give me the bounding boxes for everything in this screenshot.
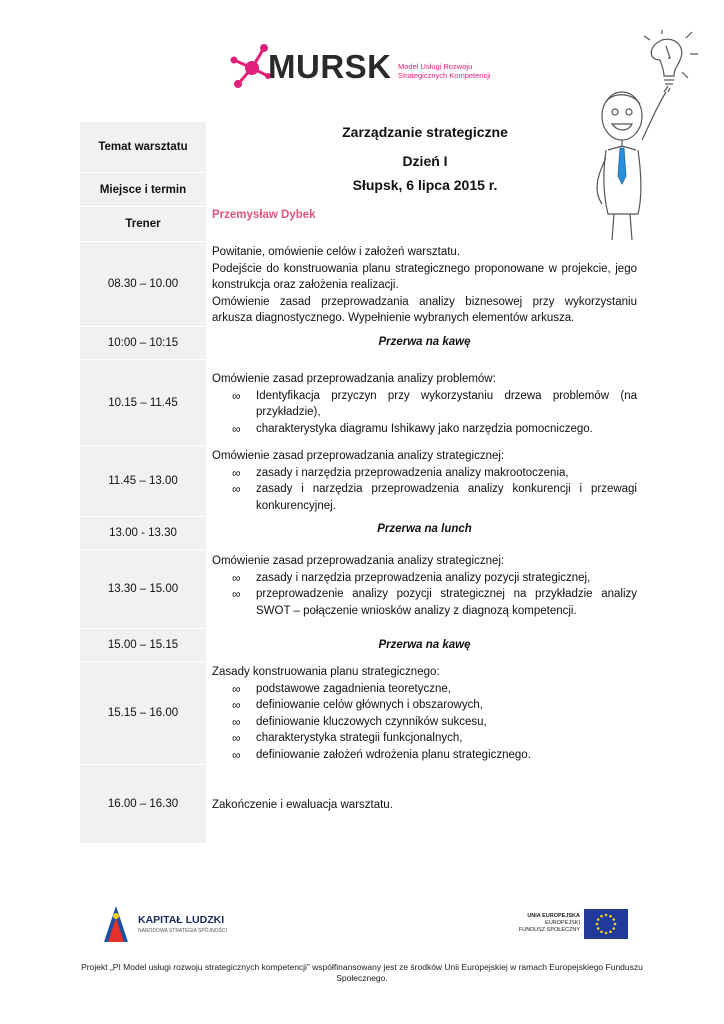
session-3-content: [212, 371, 637, 437]
time-slot-7: 15.00 – 15.15: [80, 629, 206, 661]
label-trainer: Trener: [80, 207, 206, 241]
time-slot-2: 10:00 – 10:15: [80, 327, 206, 359]
kapital-ludzki-logo: [98, 898, 248, 952]
list-item: ∞ podstawowe zagadnienia teoretyczne,: [232, 681, 451, 696]
list-item: ∞ zasady i narzędzia przeprowadzenia analizy makrootoczenia,: [232, 465, 569, 480]
list-item: ∞ charakterystyka strategii funkcjonalnych,: [232, 731, 463, 745]
workshop-place-date: Słupsk, 6 lipca 2015 r.: [352, 177, 498, 193]
infinity-bullet-icon: ∞: [232, 681, 241, 696]
session-9-content: [212, 797, 637, 814]
eu-star-icon: [605, 932, 608, 935]
list-item: ∞ Identyfikacja przyczyn przy wykorzystaniu drzewa problemów (na przykładzie),: [232, 388, 637, 418]
list-item: ∞ definiowanie założeń wdrożenia planu strategicznego.: [232, 747, 531, 762]
eu-star-icon: [597, 927, 600, 930]
session-6-content: [212, 553, 637, 619]
infinity-bullet-icon: ∞: [232, 570, 241, 585]
infinity-bullet-icon: ∞: [232, 698, 241, 712]
time-slot-8: 15.15 – 16.00: [80, 662, 206, 764]
session-1-line-1: Powitanie, omówienie celów i założeń warsztatu.: [212, 246, 461, 258]
session-8-list: [212, 681, 637, 764]
time-slot-6: 13.30 – 15.00: [80, 550, 206, 628]
infinity-bullet-icon: ∞: [232, 714, 241, 729]
logo-wordmark: MURSK: [268, 48, 392, 85]
session-4-content: [212, 448, 637, 514]
eu-star-icon: [609, 915, 612, 918]
list-item: ∞ definiowanie kluczowych czynników sukcesu,: [232, 714, 487, 729]
infinity-bullet-icon: ∞: [232, 731, 241, 745]
eu-star-icon: [596, 923, 599, 926]
session-3-list: [212, 388, 637, 438]
infinity-bullet-icon: ∞: [232, 587, 241, 601]
list-item: ∞ przeprowadzenie analizy pozycji strategicznej na przykładzie analizy SWOT – połączenie wniosków analizy z diagnozą kompetencji.: [232, 587, 637, 617]
infinity-bullet-icon: ∞: [232, 421, 241, 436]
session-3-heading: Omówienie zasad przeprowadzania analizy problemów:: [212, 373, 496, 385]
workshop-day: Dzień I: [402, 153, 448, 169]
eu-star-icon: [600, 930, 603, 933]
workshop-title: Zarządzanie strategiczne: [342, 124, 508, 140]
session-9-text: Zakończenie i ewaluacja warsztatu.: [212, 799, 393, 811]
list-item: ∞ zasady i narzędzia przeprowadzenia analizy konkurencji i przewagi konkurencyjnej.: [232, 482, 637, 512]
session-6-list: [212, 570, 637, 620]
list-item: ∞ zasady i narzędzia przeprowadzenia analizy pozycji strategicznej,: [232, 570, 591, 585]
kapital-ludzki-title: KAPITAŁ LUDZKI: [138, 914, 225, 926]
lunch-break: Przerwa na lunch: [377, 523, 472, 535]
coffee-break-1: Przerwa na kawę: [378, 336, 471, 348]
time-slot-4: 11.45 – 13.00: [80, 446, 206, 516]
session-4-heading: Omówienie zasad przeprowadzania analizy strategicznej:: [212, 450, 505, 462]
session-1-line-3: Omówienie zasad przeprowadzania analizy biznesowej przy wykorzystaniu arkusza diagnostycznego. Wypełnienie wybranych elementów arkusza.: [212, 295, 637, 324]
label-topic: Temat warsztatu: [80, 122, 206, 172]
eu-star-icon: [605, 914, 608, 917]
session-8-heading: Zasady konstruowania planu strategicznego:: [212, 666, 440, 678]
coffee-break-2: Przerwa na kawę: [378, 639, 471, 651]
list-item: ∞ charakterystyka diagramu Ishikawy jako narzędzia pomocniczego.: [232, 421, 593, 436]
eu-text: UNIA EUROPEJSKA EUROPEJSKI FUNDUSZ SPOŁECZNY: [518, 913, 580, 933]
molecule-icon: [228, 40, 272, 92]
session-1-content: [212, 244, 637, 327]
eu-star-icon: [612, 918, 615, 921]
time-slot-5: 13.00 - 13.30: [80, 517, 206, 549]
eu-star-icon: [614, 923, 617, 926]
infinity-bullet-icon: ∞: [232, 482, 241, 496]
kapital-ludzki-emblem-icon: [98, 904, 132, 944]
infinity-bullet-icon: ∞: [232, 465, 241, 480]
logo-subtitle: Model Usługi Rozwoju Strategicznych Kompetencji: [398, 62, 491, 80]
eu-star-icon: [600, 915, 603, 918]
eu-star-icon: [612, 927, 615, 930]
trainer-name: Przemysław Dybek: [212, 209, 316, 221]
infinity-bullet-icon: ∞: [232, 388, 241, 403]
session-4-list: [212, 465, 637, 515]
session-6-heading: Omówienie zasad przeprowadzania analizy strategicznej:: [212, 555, 505, 567]
footer-funding-note: Projekt „PI Model usługi rozwoju strategicznych kompetencji” współfinansowany jest ze środków Unii Europejskiej w ramach Europejskiego Funduszu Społecznego.: [81, 962, 643, 983]
time-slot-1: 08.30 – 10.00: [80, 242, 206, 326]
eu-flag-icon: [584, 909, 628, 939]
list-item: ∞ definiowanie celów głównych i obszarowych,: [232, 698, 483, 712]
eu-social-fund-logo: [500, 905, 632, 945]
time-slot-9: 16.00 – 16.30: [80, 765, 206, 843]
label-place: Miejsce i termin: [80, 173, 206, 206]
stick-figure-lightbulb-illustration: [582, 28, 717, 242]
time-slot-3: 10.15 – 11.45: [80, 360, 206, 445]
eu-star-icon: [609, 930, 612, 933]
mursk-logo: [228, 40, 498, 92]
session-8-content: [212, 664, 637, 763]
kapital-ludzki-subtitle: NARODOWA STRATEGIA SPÓJNOŚCI: [138, 928, 227, 934]
session-1-line-2: Podejście do konstruowania planu strategicznego proponowane w projekcie, jego konstrukcja oraz założenia realizacji.: [212, 262, 637, 291]
infinity-bullet-icon: ∞: [232, 747, 241, 762]
eu-star-icon: [597, 918, 600, 921]
